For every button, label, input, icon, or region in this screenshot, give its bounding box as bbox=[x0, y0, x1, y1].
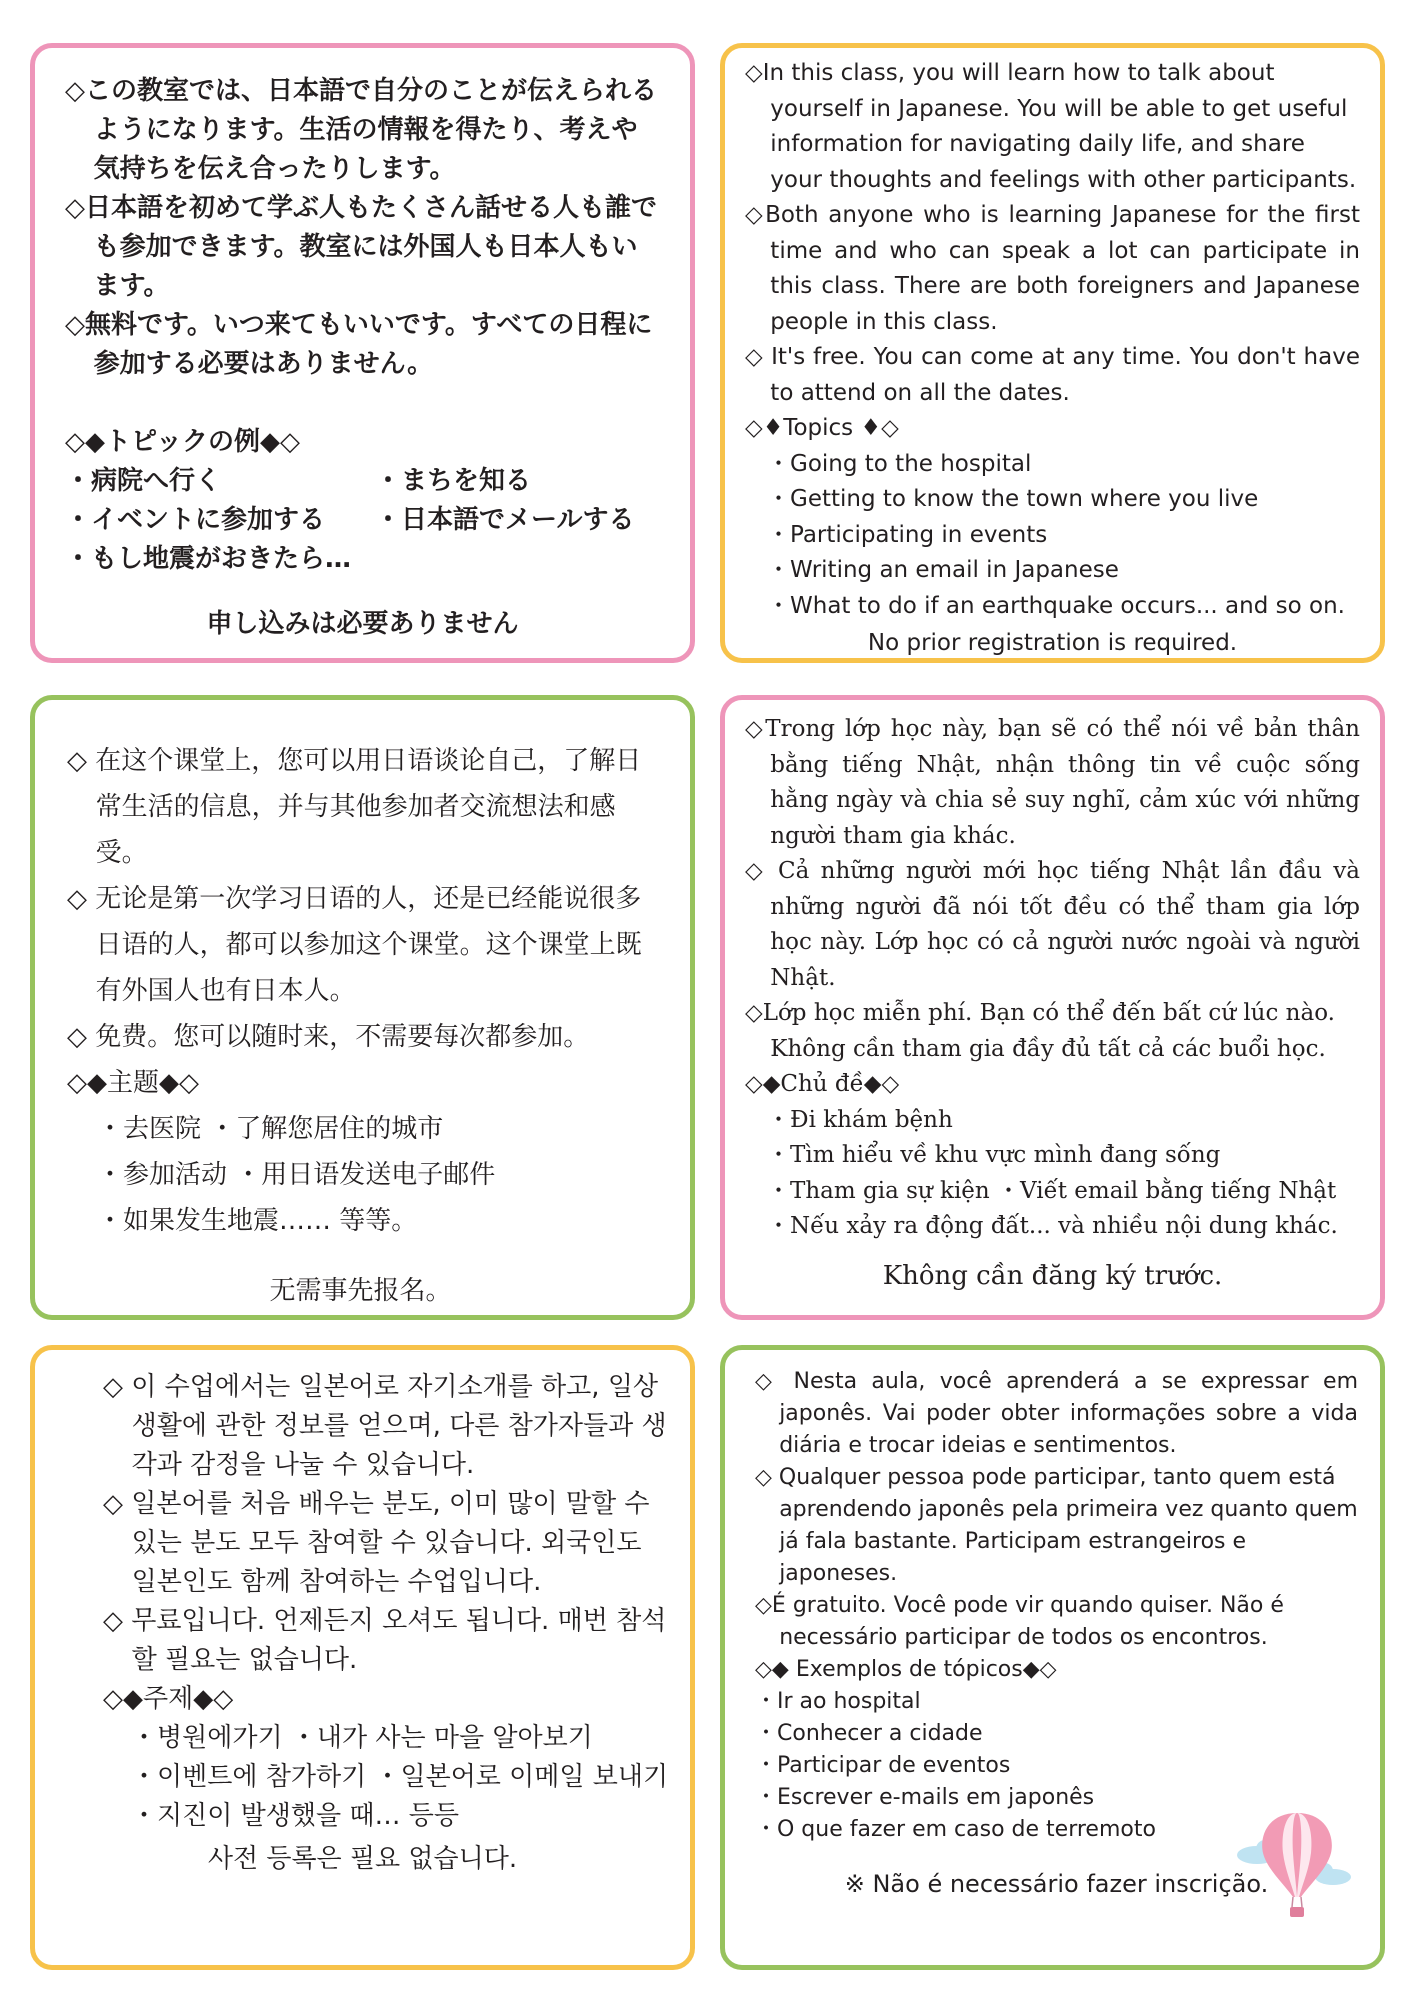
jp-topic-item: ・まちを知る bbox=[375, 466, 532, 496]
pt-paragraph-2: ◇ Qualquer pessoa pode participar, tanto quem está aprendendo japonês pela primeira vez quanto quem já fala bastante. Participam estrangeiros e japoneses. bbox=[755, 1465, 1358, 1586]
en-topics-list bbox=[745, 447, 1360, 625]
zh-topics-list bbox=[67, 1106, 654, 1244]
ko-topic-item: ・병원에가기 ・내가 사는 마을 알아보기 bbox=[131, 1723, 593, 1753]
vi-paragraph-2: ◇ Cả những người mới học tiếng Nhật lần đầu và những người đã nói tốt đều có thể tham gia lớp học này. Lớp học có cả người nước ngoài và người Nhật. bbox=[745, 858, 1360, 991]
jp-topic-item: ・もし地震がおきたら… bbox=[65, 544, 352, 574]
en-topic-item: ・Participating in events bbox=[767, 521, 1048, 548]
zh-paragraph-2: ◇ 无论是第一次学习日语的人，还是已经能说很多日语的人，都可以参加这个课堂。这个课堂上既有外国人也有日本人。 bbox=[67, 884, 642, 1006]
jp-registration-note: 申し込みは必要ありません bbox=[206, 609, 519, 639]
ko-paragraph-1: ◇ 이 수업에서는 일본어로 자기소개를 하고, 일상생활에 관한 정보를 얻으며, 다른 참가자들과 생각과 감정을 나눌 수 있습니다. bbox=[103, 1372, 667, 1480]
ko-registration-note: 사전 등록은 필요 없습니다. bbox=[207, 1844, 518, 1874]
card-portuguese bbox=[720, 1345, 1385, 1970]
ko-paragraph-3: ◇ 무료입니다. 언제든지 오셔도 됩니다. 매번 참석할 필요는 없습니다. bbox=[103, 1606, 667, 1675]
ko-topics-heading: ◇◆주제◆◇ bbox=[103, 1684, 234, 1714]
jp-topic-item: ・イベントに参加する bbox=[65, 505, 326, 535]
pt-paragraph-3: ◇É gratuito. Você pode vir quando quiser. Não é necessário participar de todos os encontros. bbox=[755, 1593, 1284, 1650]
en-topic-item: ・Getting to know the town where you live bbox=[767, 486, 1259, 512]
jp-topic-item: ・病院へ行く bbox=[65, 466, 222, 496]
pt-topic-item: ・Escrever e-mails em japonês bbox=[755, 1785, 1095, 1810]
vi-topic-item: ・Đi khám bệnh bbox=[767, 1106, 953, 1133]
pt-registration-note: ※ Não é necessário fazer inscrição. bbox=[844, 1870, 1269, 1898]
vi-topic-item: ・Tìm hiểu về khu vực mình đang sống bbox=[767, 1142, 1221, 1168]
card-chinese bbox=[30, 695, 695, 1320]
zh-topics-heading: ◇◆主题◆◇ bbox=[67, 1068, 199, 1098]
vi-topic-item: ・Nếu xảy ra động đất... và nhiều nội dung khác. bbox=[767, 1213, 1338, 1239]
pt-paragraph-1: ◇ Nesta aula, você aprenderá a se expressar em japonês. Vai poder obter informações sobre a vida diária e trocar ideias e sentimentos. bbox=[755, 1369, 1358, 1458]
en-paragraph-1: ◇In this class, you will learn how to talk about yourself in Japanese. You will be able to get useful information for navigating daily life, and share your thoughts and feelings with other participants. bbox=[745, 60, 1357, 193]
jp-paragraph-1: ◇この教室では、日本語で自分のことが伝えられるようになります。生活の情報を得たり、考えや気持ちを伝え合ったりします。 bbox=[65, 76, 657, 184]
card-english bbox=[720, 43, 1385, 663]
zh-paragraph-3: ◇ 免费。您可以随时来，不需要每次都参加。 bbox=[67, 1022, 590, 1052]
ko-topic-item: ・이벤트에 참가하기 ・일본어로 이메일 보내기 bbox=[131, 1762, 669, 1792]
vi-paragraph-3: ◇Lớp học miễn phí. Bạn có thể đến bất cứ lúc nào. Không cần tham gia đầy đủ tất cả các buổi học. bbox=[745, 1000, 1335, 1062]
card-korean bbox=[30, 1345, 695, 1970]
hot-air-balloon-icon bbox=[1235, 1805, 1360, 1930]
card-japanese bbox=[30, 43, 695, 663]
zh-paragraph-1: ◇ 在这个课堂上，您可以用日语谈论自己，了解日常生活的信息，并与其他参加者交流想法和感受。 bbox=[67, 746, 642, 868]
ko-topic-item: ・지진이 발생했을 때… 등등 bbox=[131, 1801, 459, 1831]
vi-paragraph-1: ◇Trong lớp học này, bạn sẽ có thể nói về bản thân bằng tiếng Nhật, nhận thông tin về cuộc sống hằng ngày và chia sẻ suy nghĩ, cảm xúc với những người tham gia khác. bbox=[745, 716, 1360, 849]
en-paragraph-2: ◇Both anyone who is learning Japanese for the first time and who can speak a lot can participate in this class. There are both foreigners and Japanese people in this class. bbox=[745, 202, 1360, 335]
ko-topics-list bbox=[103, 1719, 670, 1836]
jp-topics-list bbox=[65, 462, 660, 579]
en-topic-item: ・Going to the hospital bbox=[767, 450, 1032, 477]
en-topic-item: ・What to do if an earthquake occurs... and so on. bbox=[767, 592, 1345, 619]
pt-topics-heading: ◇◆ Exemplos de tópicos◆◇ bbox=[755, 1657, 1057, 1682]
jp-topic-item: ・日本語でメールする bbox=[375, 505, 635, 535]
vi-topic-item: ・Tham gia sự kiện ・Viết email bằng tiếng Nhật bbox=[767, 1177, 1337, 1204]
en-registration-note: No prior registration is required. bbox=[867, 630, 1238, 656]
zh-topic-item: ・参加活动 ・用日语发送电子邮件 bbox=[97, 1160, 496, 1190]
jp-topics-heading: ◇◆トピックの例◆◇ bbox=[65, 427, 300, 457]
pt-topic-item: ・Conhecer a cidade bbox=[755, 1721, 983, 1746]
en-topic-item: ・Writing an email in Japanese bbox=[767, 557, 1119, 583]
pt-topic-item: ・Participar de eventos bbox=[755, 1753, 1011, 1778]
jp-paragraph-2: ◇日本語を初めて学ぶ人もたくさん話せる人も誰でも参加できます。教室には外国人も日本人もいます。 bbox=[65, 193, 657, 301]
en-paragraph-3: ◇ It's free. You can come at any time. You don't have to attend on all the dates. bbox=[745, 344, 1360, 406]
pt-topic-item: ・O que fazer em caso de terremoto bbox=[755, 1817, 1156, 1842]
zh-topic-item: ・去医院 ・了解您居住的城市 bbox=[97, 1114, 444, 1144]
pt-topic-item: ・Ir ao hospital bbox=[755, 1689, 921, 1714]
jp-paragraph-3: ◇無料です。いつ来てもいいです。すべての日程に参加する必要はありません。 bbox=[65, 310, 653, 379]
ko-paragraph-2: ◇ 일본어를 처음 배우는 분도, 이미 많이 말할 수 있는 분도 모두 참여할 수 있습니다. 외국인도 일본인도 함께 참여하는 수업입니다. bbox=[103, 1489, 650, 1597]
en-topics-heading: ◇♦Topics ♦◇ bbox=[745, 415, 899, 441]
vi-topics-heading: ◇◆Chủ đề◆◇ bbox=[745, 1071, 900, 1097]
zh-registration-note: 无需事先报名。 bbox=[269, 1276, 452, 1306]
card-vietnamese bbox=[720, 695, 1385, 1320]
zh-topic-item: ・如果发生地震…… 等等。 bbox=[97, 1206, 418, 1236]
vi-topics-list bbox=[745, 1103, 1360, 1245]
vi-registration-note: Không cần đăng ký trước. bbox=[882, 1260, 1223, 1291]
